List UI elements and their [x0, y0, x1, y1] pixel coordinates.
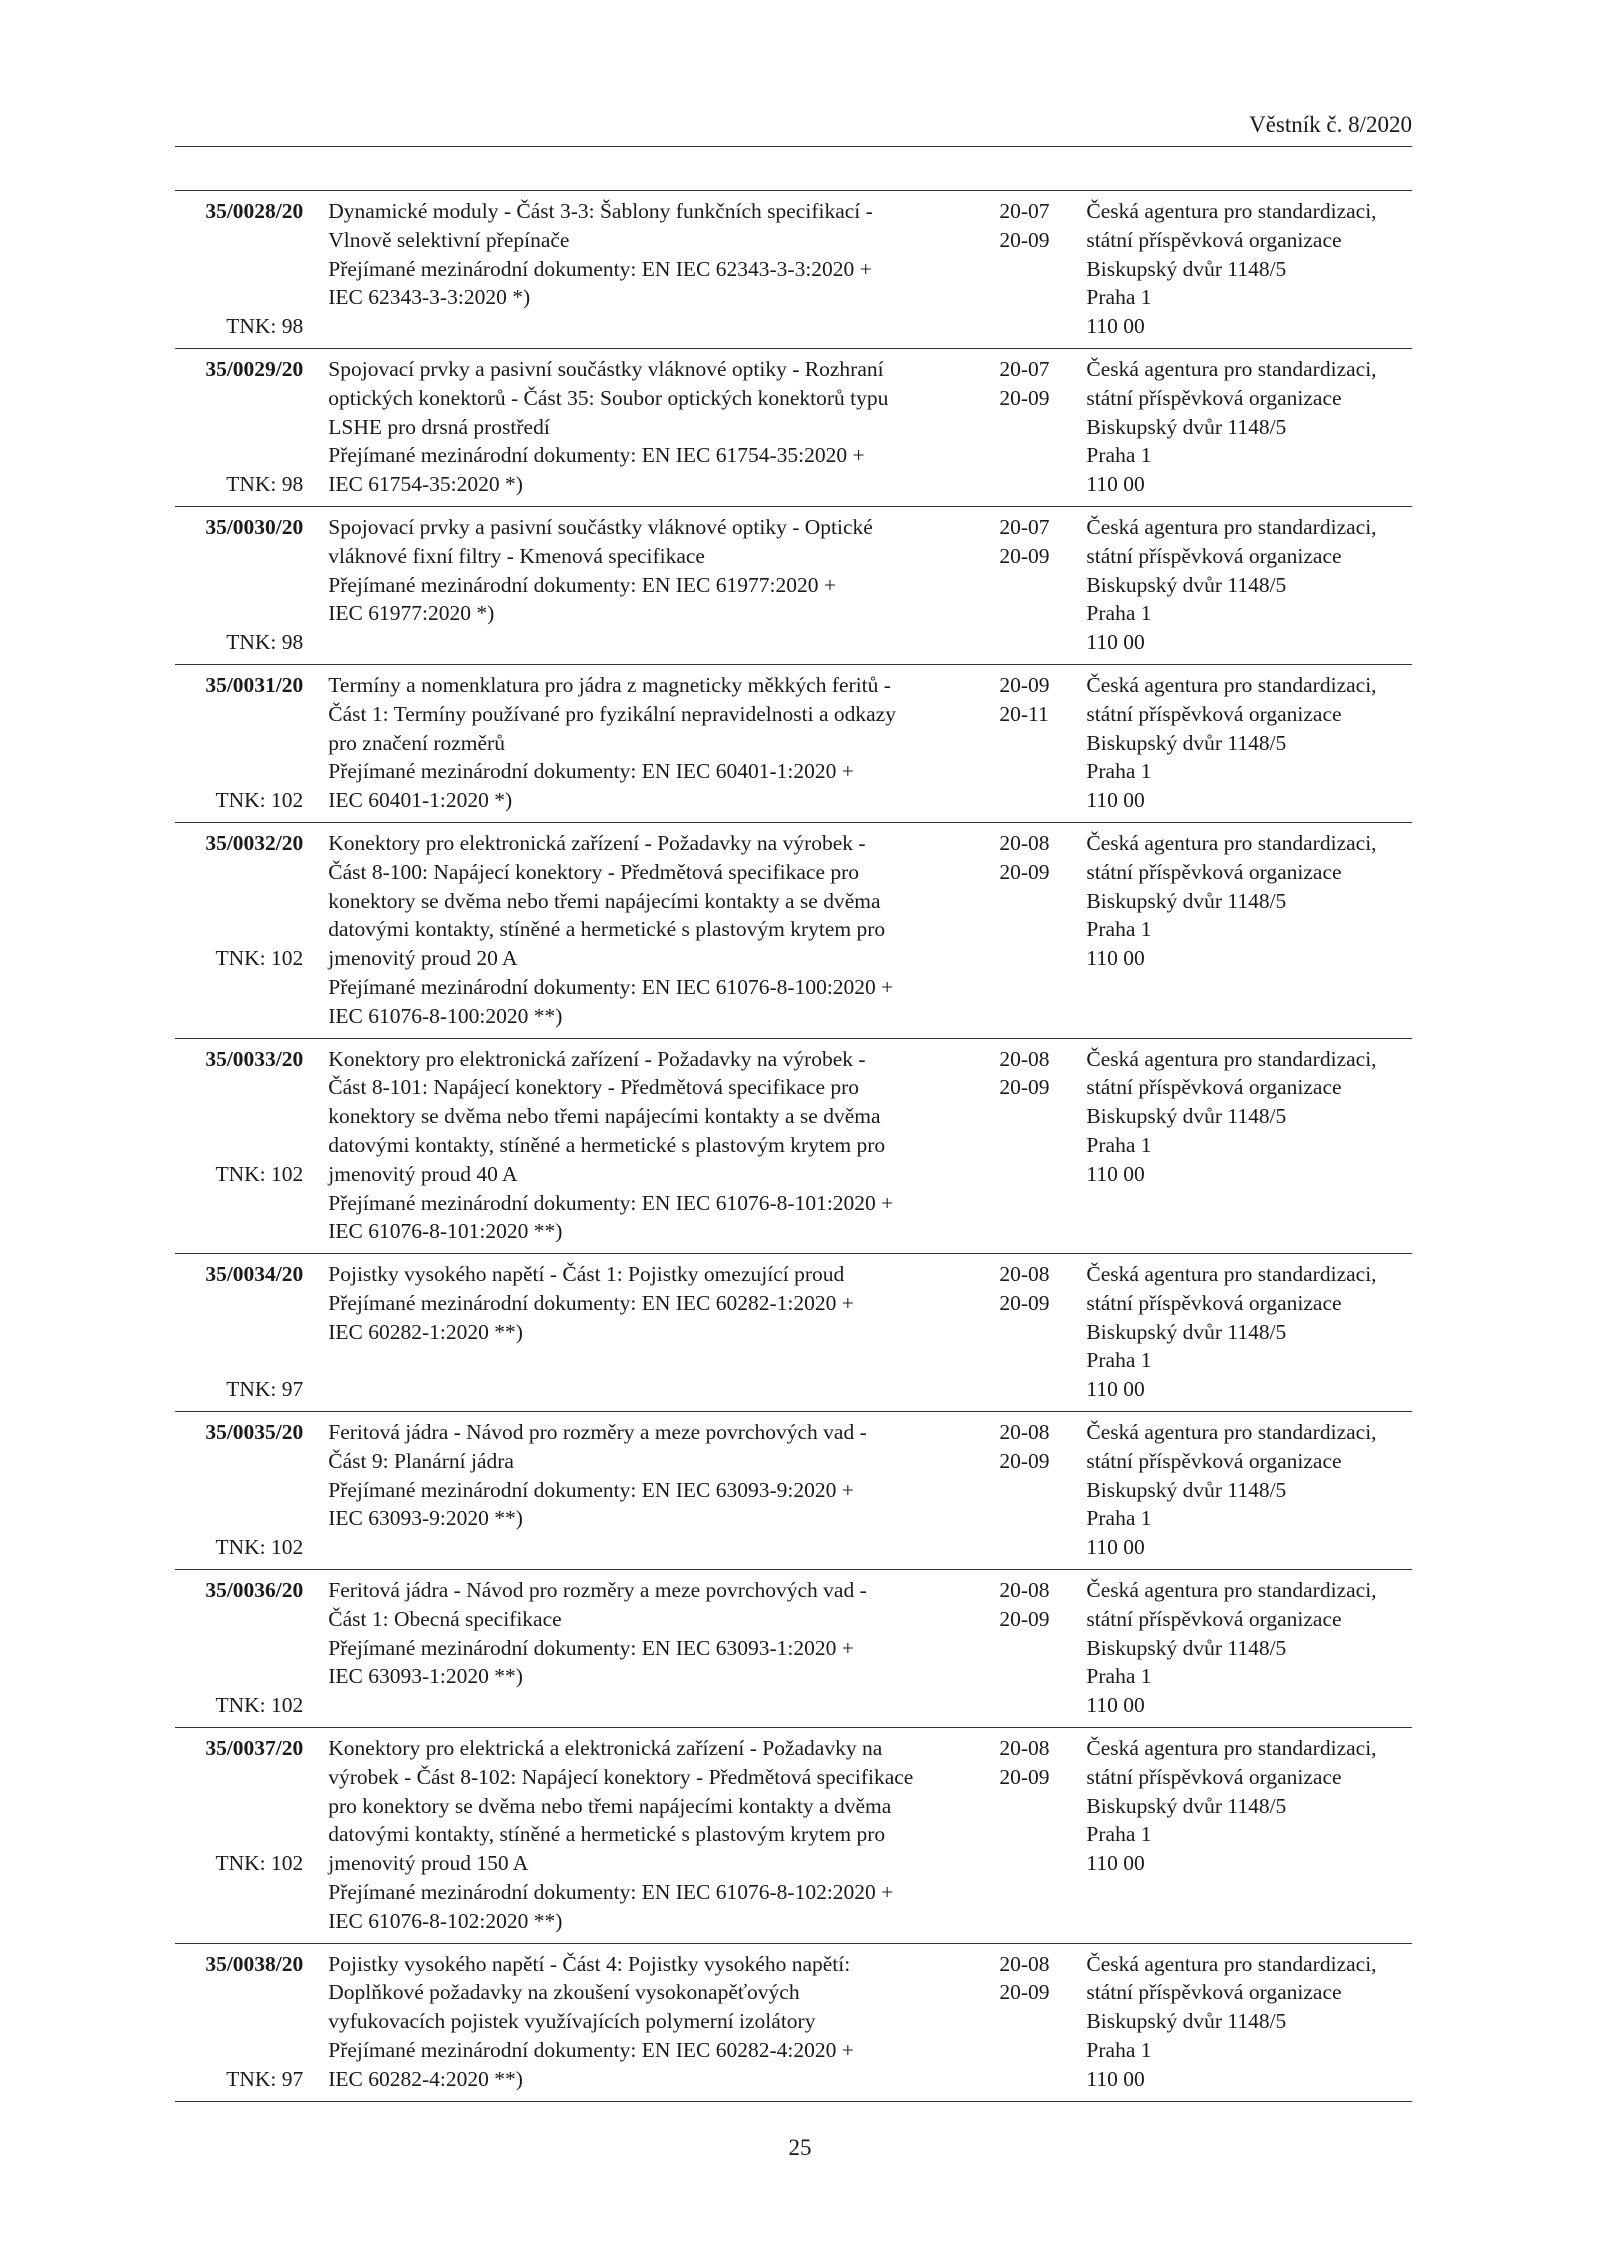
table-row — [175, 1038, 1412, 1254]
address-line: 110 00 — [1086, 1161, 1145, 1186]
entry-title — [328, 1576, 984, 1720]
table-row — [175, 190, 1412, 348]
address-line: 110 00 — [1086, 1851, 1145, 1876]
title-line: IEC 61076-8-102:2020 **) — [328, 1908, 563, 1933]
title-line: pro značení rozměrů — [328, 730, 505, 755]
address-line: Česká agentura pro standardizaci, — [1086, 1046, 1377, 1071]
publisher-address — [1086, 197, 1412, 341]
entry-number: 35/0029/20 — [205, 356, 304, 381]
publisher-address — [1086, 1260, 1412, 1404]
address-line: Praha 1 — [1086, 1664, 1152, 1689]
address-line: Biskupský dvůr 1148/5 — [1086, 1319, 1287, 1344]
address-line: Praha 1 — [1086, 2038, 1152, 2063]
address-line: Biskupský dvůr 1148/5 — [1086, 1104, 1287, 1129]
publisher-address — [1086, 1418, 1412, 1562]
address-line: Česká agentura pro standardizaci, — [1086, 1736, 1377, 1761]
entry-number: 35/0036/20 — [205, 1578, 304, 1603]
entry-id-column — [175, 1950, 303, 2094]
entry-title — [328, 1045, 984, 1247]
title-line: optických konektorů - Část 35: Soubor optických konektorů typu — [328, 385, 889, 410]
tnk-label: TNK: 102 — [215, 946, 304, 971]
publisher-address — [1086, 355, 1412, 499]
publisher-address — [1086, 513, 1412, 657]
address-line: Česká agentura pro standardizaci, — [1086, 830, 1377, 855]
address-line: Biskupský dvůr 1148/5 — [1086, 2009, 1287, 2034]
address-line: státní příspěvková organizace — [1086, 1980, 1342, 2005]
publisher-address — [1086, 1950, 1412, 2094]
address-line: Praha 1 — [1086, 759, 1152, 784]
entry-id-column — [175, 1576, 303, 1720]
title-line: Přejímané mezinárodní dokumenty: EN IEC 61076-8-100:2020 + — [328, 974, 894, 999]
address-line: 110 00 — [1086, 2066, 1145, 2091]
entry-id-column — [175, 355, 303, 499]
date-line: 20-09 — [999, 859, 1050, 884]
entry-id-column — [175, 671, 303, 815]
publisher-address — [1086, 1576, 1412, 1720]
date-line: 20-08 — [999, 1951, 1050, 1976]
tnk-label: TNK: 98 — [226, 630, 304, 655]
title-line: IEC 61076-8-101:2020 **) — [328, 1219, 563, 1244]
date-line: 20-09 — [999, 1290, 1050, 1315]
address-line: Biskupský dvůr 1148/5 — [1086, 572, 1287, 597]
entry-id-column — [175, 1734, 303, 1936]
entry-dates — [999, 513, 1068, 657]
title-line: Přejímané mezinárodní dokumenty: EN IEC 63093-1:2020 + — [328, 1635, 854, 1660]
entry-number: 35/0031/20 — [205, 672, 304, 697]
title-line: konektory se dvěma nebo třemi napájecími kontakty a se dvěma — [328, 888, 881, 913]
address-line: Praha 1 — [1086, 917, 1152, 942]
publisher-address — [1086, 671, 1412, 815]
publisher-address — [1086, 1045, 1412, 1247]
address-line: Praha 1 — [1086, 285, 1152, 310]
entry-title — [328, 355, 984, 499]
table-row — [175, 822, 1412, 1038]
title-line: datovými kontakty, stíněné a hermetické s plastovým krytem pro — [328, 1822, 886, 1847]
title-line: vláknové fixní filtry - Kmenová specifikace — [328, 543, 705, 568]
entry-dates — [999, 1260, 1068, 1404]
date-line: 20-09 — [999, 385, 1050, 410]
date-line: 20-07 — [999, 514, 1050, 539]
address-line: 110 00 — [1086, 314, 1145, 339]
standards-table — [175, 190, 1412, 2102]
title-line: konektory se dvěma nebo třemi napájecími kontakty a se dvěma — [328, 1104, 881, 1129]
entry-title — [328, 1418, 984, 1562]
table-row — [175, 348, 1412, 506]
title-line: Přejímané mezinárodní dokumenty: EN IEC 61076-8-101:2020 + — [328, 1190, 894, 1215]
address-line: státní příspěvková organizace — [1086, 1290, 1342, 1315]
address-line: Biskupský dvůr 1148/5 — [1086, 1477, 1287, 1502]
table-row — [175, 664, 1412, 822]
title-line: IEC 62343-3-3:2020 *) — [328, 285, 531, 310]
title-line: LSHE pro drsná prostředí — [328, 414, 550, 439]
publisher-address — [1086, 829, 1412, 1031]
address-line: 110 00 — [1086, 1377, 1145, 1402]
title-line: Konektory pro elektronická zařízení - Požadavky na výrobek - — [328, 1046, 866, 1071]
address-line: státní příspěvková organizace — [1086, 1764, 1342, 1789]
title-line: IEC 61754-35:2020 *) — [328, 472, 523, 497]
title-line: Část 9: Planární jádra — [328, 1448, 514, 1473]
address-line: státní příspěvková organizace — [1086, 227, 1342, 252]
date-line: 20-08 — [999, 1736, 1050, 1761]
table-row — [175, 1727, 1412, 1943]
title-line: Konektory pro elektronická zařízení - Požadavky na výrobek - — [328, 830, 866, 855]
date-line: 20-09 — [999, 1980, 1050, 2005]
title-line: Část 8-101: Napájecí konektory - Předmětová specifikace pro — [328, 1075, 860, 1100]
address-line: Praha 1 — [1086, 1506, 1152, 1531]
address-line: Praha 1 — [1086, 1348, 1152, 1373]
entry-id-column — [175, 829, 303, 1031]
address-line: státní příspěvková organizace — [1086, 1075, 1342, 1100]
title-line: jmenovitý proud 40 A — [328, 1161, 518, 1186]
title-line: Část 8-100: Napájecí konektory - Předmětová specifikace pro — [328, 859, 860, 884]
address-line: Biskupský dvůr 1148/5 — [1086, 888, 1287, 913]
tnk-label: TNK: 102 — [215, 1161, 304, 1186]
title-line: Termíny a nomenklatura pro jádra z magneticky měkkých feritů - — [328, 672, 891, 697]
date-line: 20-08 — [999, 1262, 1050, 1287]
title-line: Přejímané mezinárodní dokumenty: EN IEC 60282-1:2020 + — [328, 1290, 854, 1315]
address-line: Česká agentura pro standardizaci, — [1086, 356, 1377, 381]
address-line: státní příspěvková organizace — [1086, 701, 1342, 726]
date-line: 20-08 — [999, 1578, 1050, 1603]
tnk-label: TNK: 102 — [215, 1851, 304, 1876]
address-line: státní příspěvková organizace — [1086, 1448, 1342, 1473]
entry-dates — [999, 1734, 1068, 1936]
entry-dates — [999, 671, 1068, 815]
title-line: pro konektory se dvěma nebo třemi napájecími kontakty a dvěma — [328, 1793, 892, 1818]
entry-dates — [999, 1418, 1068, 1562]
title-line: Část 1: Termíny používané pro fyzikální nepravidelnosti a odkazy — [328, 701, 896, 726]
title-line: Přejímané mezinárodní dokumenty: EN IEC 61076-8-102:2020 + — [328, 1880, 894, 1905]
entry-number: 35/0034/20 — [205, 1262, 304, 1287]
address-line: 110 00 — [1086, 946, 1145, 971]
tnk-label: TNK: 102 — [215, 1535, 304, 1560]
entry-id-column — [175, 197, 303, 341]
table-row — [175, 1253, 1412, 1411]
title-line: Přejímané mezinárodní dokumenty: EN IEC 61977:2020 + — [328, 572, 836, 597]
address-line: Česká agentura pro standardizaci, — [1086, 1951, 1377, 1976]
title-line: Spojovací prvky a pasivní součástky vláknové optiky - Rozhraní — [328, 356, 884, 381]
date-line: 20-08 — [999, 1046, 1050, 1071]
date-line: 20-09 — [999, 543, 1050, 568]
address-line: Praha 1 — [1086, 601, 1152, 626]
title-line: datovými kontakty, stíněné a hermetické s plastovým krytem pro — [328, 917, 886, 942]
entry-dates — [999, 197, 1068, 341]
entry-id-column — [175, 513, 303, 657]
address-line: Česká agentura pro standardizaci, — [1086, 672, 1377, 697]
tnk-label: TNK: 97 — [226, 1377, 304, 1402]
address-line: 110 00 — [1086, 472, 1145, 497]
title-line: Pojistky vysokého napětí - Část 1: Pojistky omezující proud — [328, 1262, 845, 1287]
title-line: IEC 60282-4:2020 **) — [328, 2066, 523, 2091]
date-line: 20-07 — [999, 199, 1050, 223]
address-line: státní příspěvková organizace — [1086, 859, 1342, 884]
address-line: Česká agentura pro standardizaci, — [1086, 1578, 1377, 1603]
address-line: Biskupský dvůr 1148/5 — [1086, 1793, 1287, 1818]
entry-title — [328, 1734, 984, 1936]
address-line: Praha 1 — [1086, 1132, 1152, 1157]
tnk-label: TNK: 98 — [226, 314, 304, 339]
entry-number: 35/0032/20 — [205, 830, 304, 855]
address-line: 110 00 — [1086, 1693, 1145, 1718]
tnk-label: TNK: 97 — [226, 2066, 304, 2091]
date-line: 20-09 — [999, 1606, 1050, 1631]
title-line: Feritová jádra - Návod pro rozměry a meze povrchových vad - — [328, 1578, 867, 1603]
table-row — [175, 1943, 1412, 2102]
entry-number: 35/0035/20 — [205, 1420, 304, 1445]
address-line: Praha 1 — [1086, 1822, 1152, 1847]
address-line: 110 00 — [1086, 1535, 1145, 1560]
date-line: 20-09 — [999, 672, 1050, 697]
title-line: Přejímané mezinárodní dokumenty: EN IEC 62343-3-3:2020 + — [328, 256, 872, 281]
address-line: Česká agentura pro standardizaci, — [1086, 1262, 1377, 1287]
entry-dates — [999, 1045, 1068, 1247]
address-line: 110 00 — [1086, 788, 1145, 813]
title-line: Dynamické moduly - Část 3-3: Šablony funkčních specifikací - — [328, 199, 873, 223]
address-line: 110 00 — [1086, 630, 1145, 655]
title-line: IEC 60282-1:2020 **) — [328, 1319, 523, 1344]
title-line: IEC 61977:2020 *) — [328, 601, 495, 626]
entry-title — [328, 829, 984, 1031]
title-line: Doplňkové požadavky na zkoušení vysokonapěťových — [328, 1980, 800, 2005]
entry-number: 35/0033/20 — [205, 1046, 304, 1071]
bulletin-title: Věstník č. 8/2020 — [1249, 112, 1412, 137]
title-line: Přejímané mezinárodní dokumenty: EN IEC 60282-4:2020 + — [328, 2038, 854, 2063]
title-line: IEC 63093-1:2020 **) — [328, 1664, 523, 1689]
entry-dates — [999, 355, 1068, 499]
page-header — [175, 112, 1412, 147]
title-line: IEC 60401-1:2020 *) — [328, 788, 513, 813]
entry-id-column — [175, 1418, 303, 1562]
title-line: Konektory pro elektrická a elektronická zařízení - Požadavky na — [328, 1736, 883, 1761]
title-line: Pojistky vysokého napětí - Část 4: Pojistky vysokého napětí: — [328, 1951, 851, 1976]
title-line: datovými kontakty, stíněné a hermetické s plastovým krytem pro — [328, 1132, 886, 1157]
date-line: 20-09 — [999, 1764, 1050, 1789]
address-line: Biskupský dvůr 1148/5 — [1086, 730, 1287, 755]
entry-dates — [999, 1576, 1068, 1720]
entry-number: 35/0037/20 — [205, 1736, 304, 1761]
entry-title — [328, 197, 984, 341]
entry-number: 35/0030/20 — [205, 514, 304, 539]
title-line: IEC 61076-8-100:2020 **) — [328, 1003, 563, 1028]
address-line: Praha 1 — [1086, 443, 1152, 468]
entry-title — [328, 1260, 984, 1404]
date-line: 20-09 — [999, 1448, 1050, 1473]
date-line: 20-08 — [999, 1420, 1050, 1445]
publisher-address — [1086, 1734, 1412, 1936]
page-number: 25 — [788, 2135, 812, 2160]
entry-number: 35/0028/20 — [205, 199, 304, 223]
entry-title — [328, 513, 984, 657]
date-line: 20-09 — [999, 227, 1050, 252]
title-line: IEC 63093-9:2020 **) — [328, 1506, 523, 1531]
address-line: státní příspěvková organizace — [1086, 543, 1342, 568]
date-line: 20-11 — [999, 701, 1049, 726]
tnk-label: TNK: 102 — [215, 788, 304, 813]
date-line: 20-08 — [999, 830, 1050, 855]
date-line: 20-09 — [999, 1075, 1050, 1100]
date-line: 20-07 — [999, 356, 1050, 381]
address-line: státní příspěvková organizace — [1086, 385, 1342, 410]
title-line: Přejímané mezinárodní dokumenty: EN IEC 60401-1:2020 + — [328, 759, 854, 784]
address-line: Biskupský dvůr 1148/5 — [1086, 256, 1287, 281]
address-line: státní příspěvková organizace — [1086, 1606, 1342, 1631]
tnk-label: TNK: 98 — [226, 472, 304, 497]
title-line: Přejímané mezinárodní dokumenty: EN IEC 61754-35:2020 + — [328, 443, 865, 468]
entry-title — [328, 1950, 984, 2094]
title-line: jmenovitý proud 20 A — [328, 946, 518, 971]
title-line: Vlnově selektivní přepínače — [328, 227, 570, 252]
table-row — [175, 506, 1412, 664]
address-line: Biskupský dvůr 1148/5 — [1086, 1635, 1287, 1660]
title-line: Spojovací prvky a pasivní součástky vláknové optiky - Optické — [328, 514, 873, 539]
address-line: Biskupský dvůr 1148/5 — [1086, 414, 1287, 439]
address-line: Česká agentura pro standardizaci, — [1086, 514, 1377, 539]
title-line: vyfukovacích pojistek využívajících polymerní izolátory — [328, 2009, 816, 2034]
table-row — [175, 1569, 1412, 1727]
table-row — [175, 1411, 1412, 1569]
entry-dates — [999, 829, 1068, 1031]
title-line: jmenovitý proud 150 A — [328, 1851, 529, 1876]
address-line: Česká agentura pro standardizaci, — [1086, 199, 1377, 223]
entry-id-column — [175, 1045, 303, 1247]
entry-dates — [999, 1950, 1068, 2094]
entry-id-column — [175, 1260, 303, 1404]
title-line: Feritová jádra - Návod pro rozměry a meze povrchových vad - — [328, 1420, 867, 1445]
title-line: výrobek - Část 8-102: Napájecí konektory - Předmětová specifikace — [328, 1764, 914, 1789]
entry-number: 35/0038/20 — [205, 1951, 304, 1976]
entry-title — [328, 671, 984, 815]
tnk-label: TNK: 102 — [215, 1693, 304, 1718]
address-line: Česká agentura pro standardizaci, — [1086, 1420, 1377, 1445]
title-line: Přejímané mezinárodní dokumenty: EN IEC 63093-9:2020 + — [328, 1477, 854, 1502]
title-line: Část 1: Obecná specifikace — [328, 1606, 562, 1631]
